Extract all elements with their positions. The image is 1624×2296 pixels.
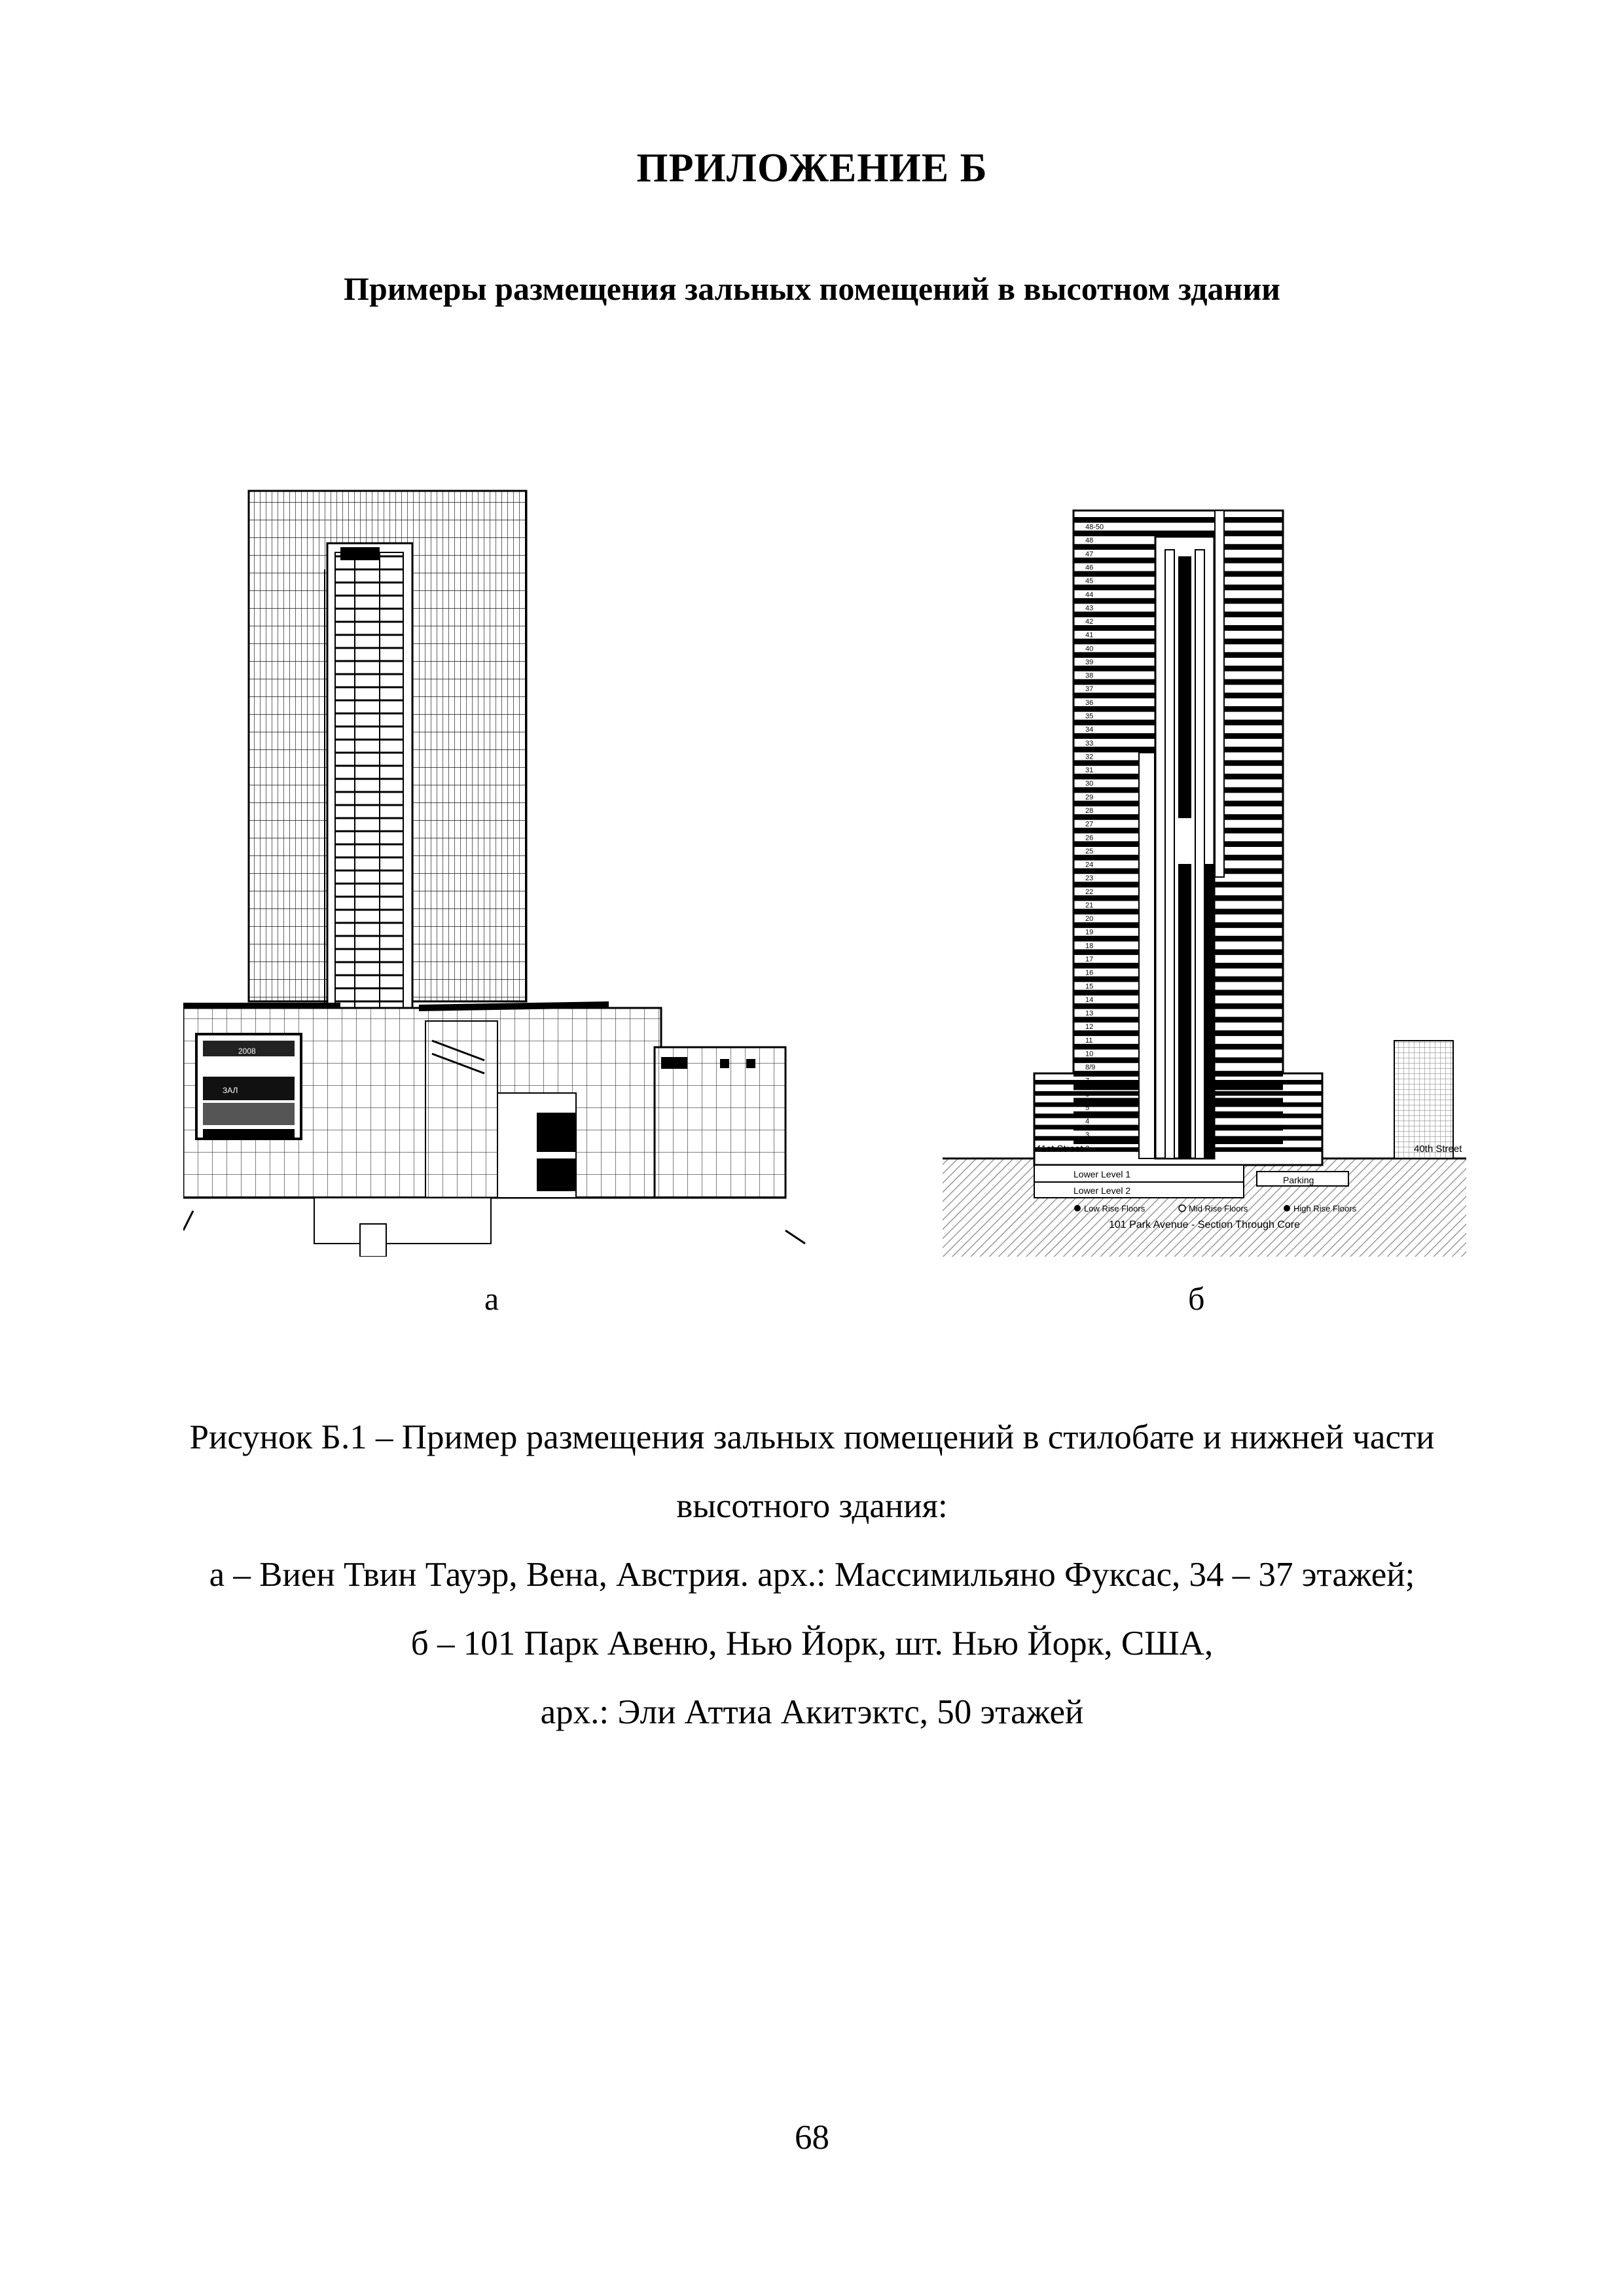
figure-caption-line-5: арх.: Эли Аттиа Акитэктс, 50 этажей xyxy=(540,1693,1084,1731)
floor-number-label: 4 xyxy=(1085,1117,1090,1126)
floor-number-label: 10 xyxy=(1085,1050,1094,1058)
appendix-subtitle: Примеры размещения зальных помещений в высотном здании xyxy=(344,270,1280,307)
legend-low-rise-dot xyxy=(1074,1205,1081,1211)
floor-number-label: 39 xyxy=(1085,658,1094,666)
lower-level-1-label: Lower Level 1 xyxy=(1074,1169,1131,1179)
floor-number-label: 25 xyxy=(1085,847,1094,855)
floor-number-label: 48-50 xyxy=(1085,523,1104,531)
floor-number-label: 44 xyxy=(1085,590,1094,599)
figure-a-section-drawing xyxy=(183,484,812,1257)
floor-number-label: 45 xyxy=(1085,577,1094,586)
floor-number-label: 7 xyxy=(1085,1077,1090,1085)
figure-b-label: б xyxy=(1188,1280,1205,1317)
appendix-title: ПРИЛОЖЕНИЕ Б xyxy=(636,146,988,190)
floor-number-label: 37 xyxy=(1085,685,1094,694)
floor-number-label: 30 xyxy=(1085,780,1094,788)
figure-caption-line-1: Рисунок Б.1 – Пример размещения зальных помещений в стилобате и нижней части xyxy=(189,1418,1435,1456)
parking-label: Parking xyxy=(1283,1175,1314,1185)
floor-number-label: 27 xyxy=(1085,820,1094,829)
floor-number-label: 15 xyxy=(1085,982,1094,991)
floor-number-label: 5 xyxy=(1085,1104,1090,1113)
floor-number-label: 43 xyxy=(1085,604,1094,613)
floor-number-label: 42 xyxy=(1085,618,1094,626)
floor-number-label: 6 xyxy=(1085,1090,1090,1099)
floor-number-label: 23 xyxy=(1085,874,1094,883)
floor-number-label: 12 xyxy=(1085,1023,1094,1031)
legend-low-rise: Low Rise Floors xyxy=(1084,1204,1146,1213)
floor-number-label: 21 xyxy=(1085,901,1094,910)
floor-number-label: 47 xyxy=(1085,550,1094,558)
floor-number-label: 28 xyxy=(1085,806,1094,815)
floor-number-label: 34 xyxy=(1085,726,1094,734)
figure-a-label: а xyxy=(484,1280,499,1317)
figure-b-section-drawing xyxy=(943,497,1466,1257)
floor-slab xyxy=(1074,517,1283,523)
floor-number-label: 11 xyxy=(1085,1036,1093,1045)
legend-high-rise: High Rise Floors xyxy=(1293,1204,1357,1213)
floor-number-label: 3 xyxy=(1085,1131,1090,1139)
floor-number-label: 8/9 xyxy=(1085,1064,1096,1072)
floor-number-label: 18 xyxy=(1085,942,1094,950)
podium-section xyxy=(183,1001,805,1257)
floor-number-label: 24 xyxy=(1085,861,1094,869)
floor-number-label: 14 xyxy=(1085,996,1094,1004)
floor-number-label: 33 xyxy=(1085,739,1094,747)
floor-number-label: 13 xyxy=(1085,1009,1094,1018)
floor-number-label: 16 xyxy=(1085,969,1094,977)
street-label-41st: 41st Street xyxy=(1036,1143,1083,1155)
floor-number-label: 32 xyxy=(1085,753,1094,761)
floor-number-label: 20 xyxy=(1085,915,1094,924)
floor-number-label: 41 xyxy=(1085,631,1094,639)
adjacent-building xyxy=(1394,1041,1453,1158)
floor-number-label: 38 xyxy=(1085,672,1094,680)
figure-b-svg xyxy=(943,497,1466,1257)
street-label-40th: 40th Street xyxy=(1414,1143,1462,1155)
floor-number-label: 2 xyxy=(1085,1144,1090,1153)
figure-caption-line-2: высотного здания: xyxy=(676,1487,948,1525)
floor-number-label: 40 xyxy=(1085,645,1094,653)
figure-a-room-name: ЗАЛ xyxy=(223,1086,238,1095)
floor-number-label: 46 xyxy=(1085,564,1094,572)
floor-number-label: 48 xyxy=(1085,537,1094,545)
legend-mid-rise-dot xyxy=(1179,1205,1185,1211)
figure-caption-line-4: б – 101 Парк Авеню, Нью Йорк, шт. Нью Йорк, США, xyxy=(410,1624,1214,1662)
figure-a-svg xyxy=(183,484,812,1257)
floor-number-label: 29 xyxy=(1085,793,1094,802)
page-number: 68 xyxy=(795,2119,829,2157)
drawing-b-title: 101 Park Avenue - Section Through Core xyxy=(1108,1219,1301,1230)
floor-number-label: 26 xyxy=(1085,834,1094,842)
figure-a-room-code: 2008 xyxy=(238,1047,256,1056)
legend-high-rise-dot xyxy=(1284,1205,1290,1211)
floor-number-label: 36 xyxy=(1085,698,1094,707)
figure-caption-line-3: а – Виен Твин Тауэр, Вена, Австрия. арх.: Массимильяно Фуксас, 34 – 37 этажей; xyxy=(209,1556,1415,1594)
legend-mid-rise: Mid Rise Floors xyxy=(1189,1204,1248,1213)
floor-number-label: 17 xyxy=(1085,956,1094,963)
floor-slab xyxy=(1074,531,1283,537)
lower-level-2-label: Lower Level 2 xyxy=(1074,1185,1131,1196)
floor-number-label: 22 xyxy=(1085,888,1094,896)
floor-number-label: 35 xyxy=(1085,712,1094,721)
floor-number-label: 31 xyxy=(1085,766,1094,775)
floor-number-label: 19 xyxy=(1085,928,1094,937)
